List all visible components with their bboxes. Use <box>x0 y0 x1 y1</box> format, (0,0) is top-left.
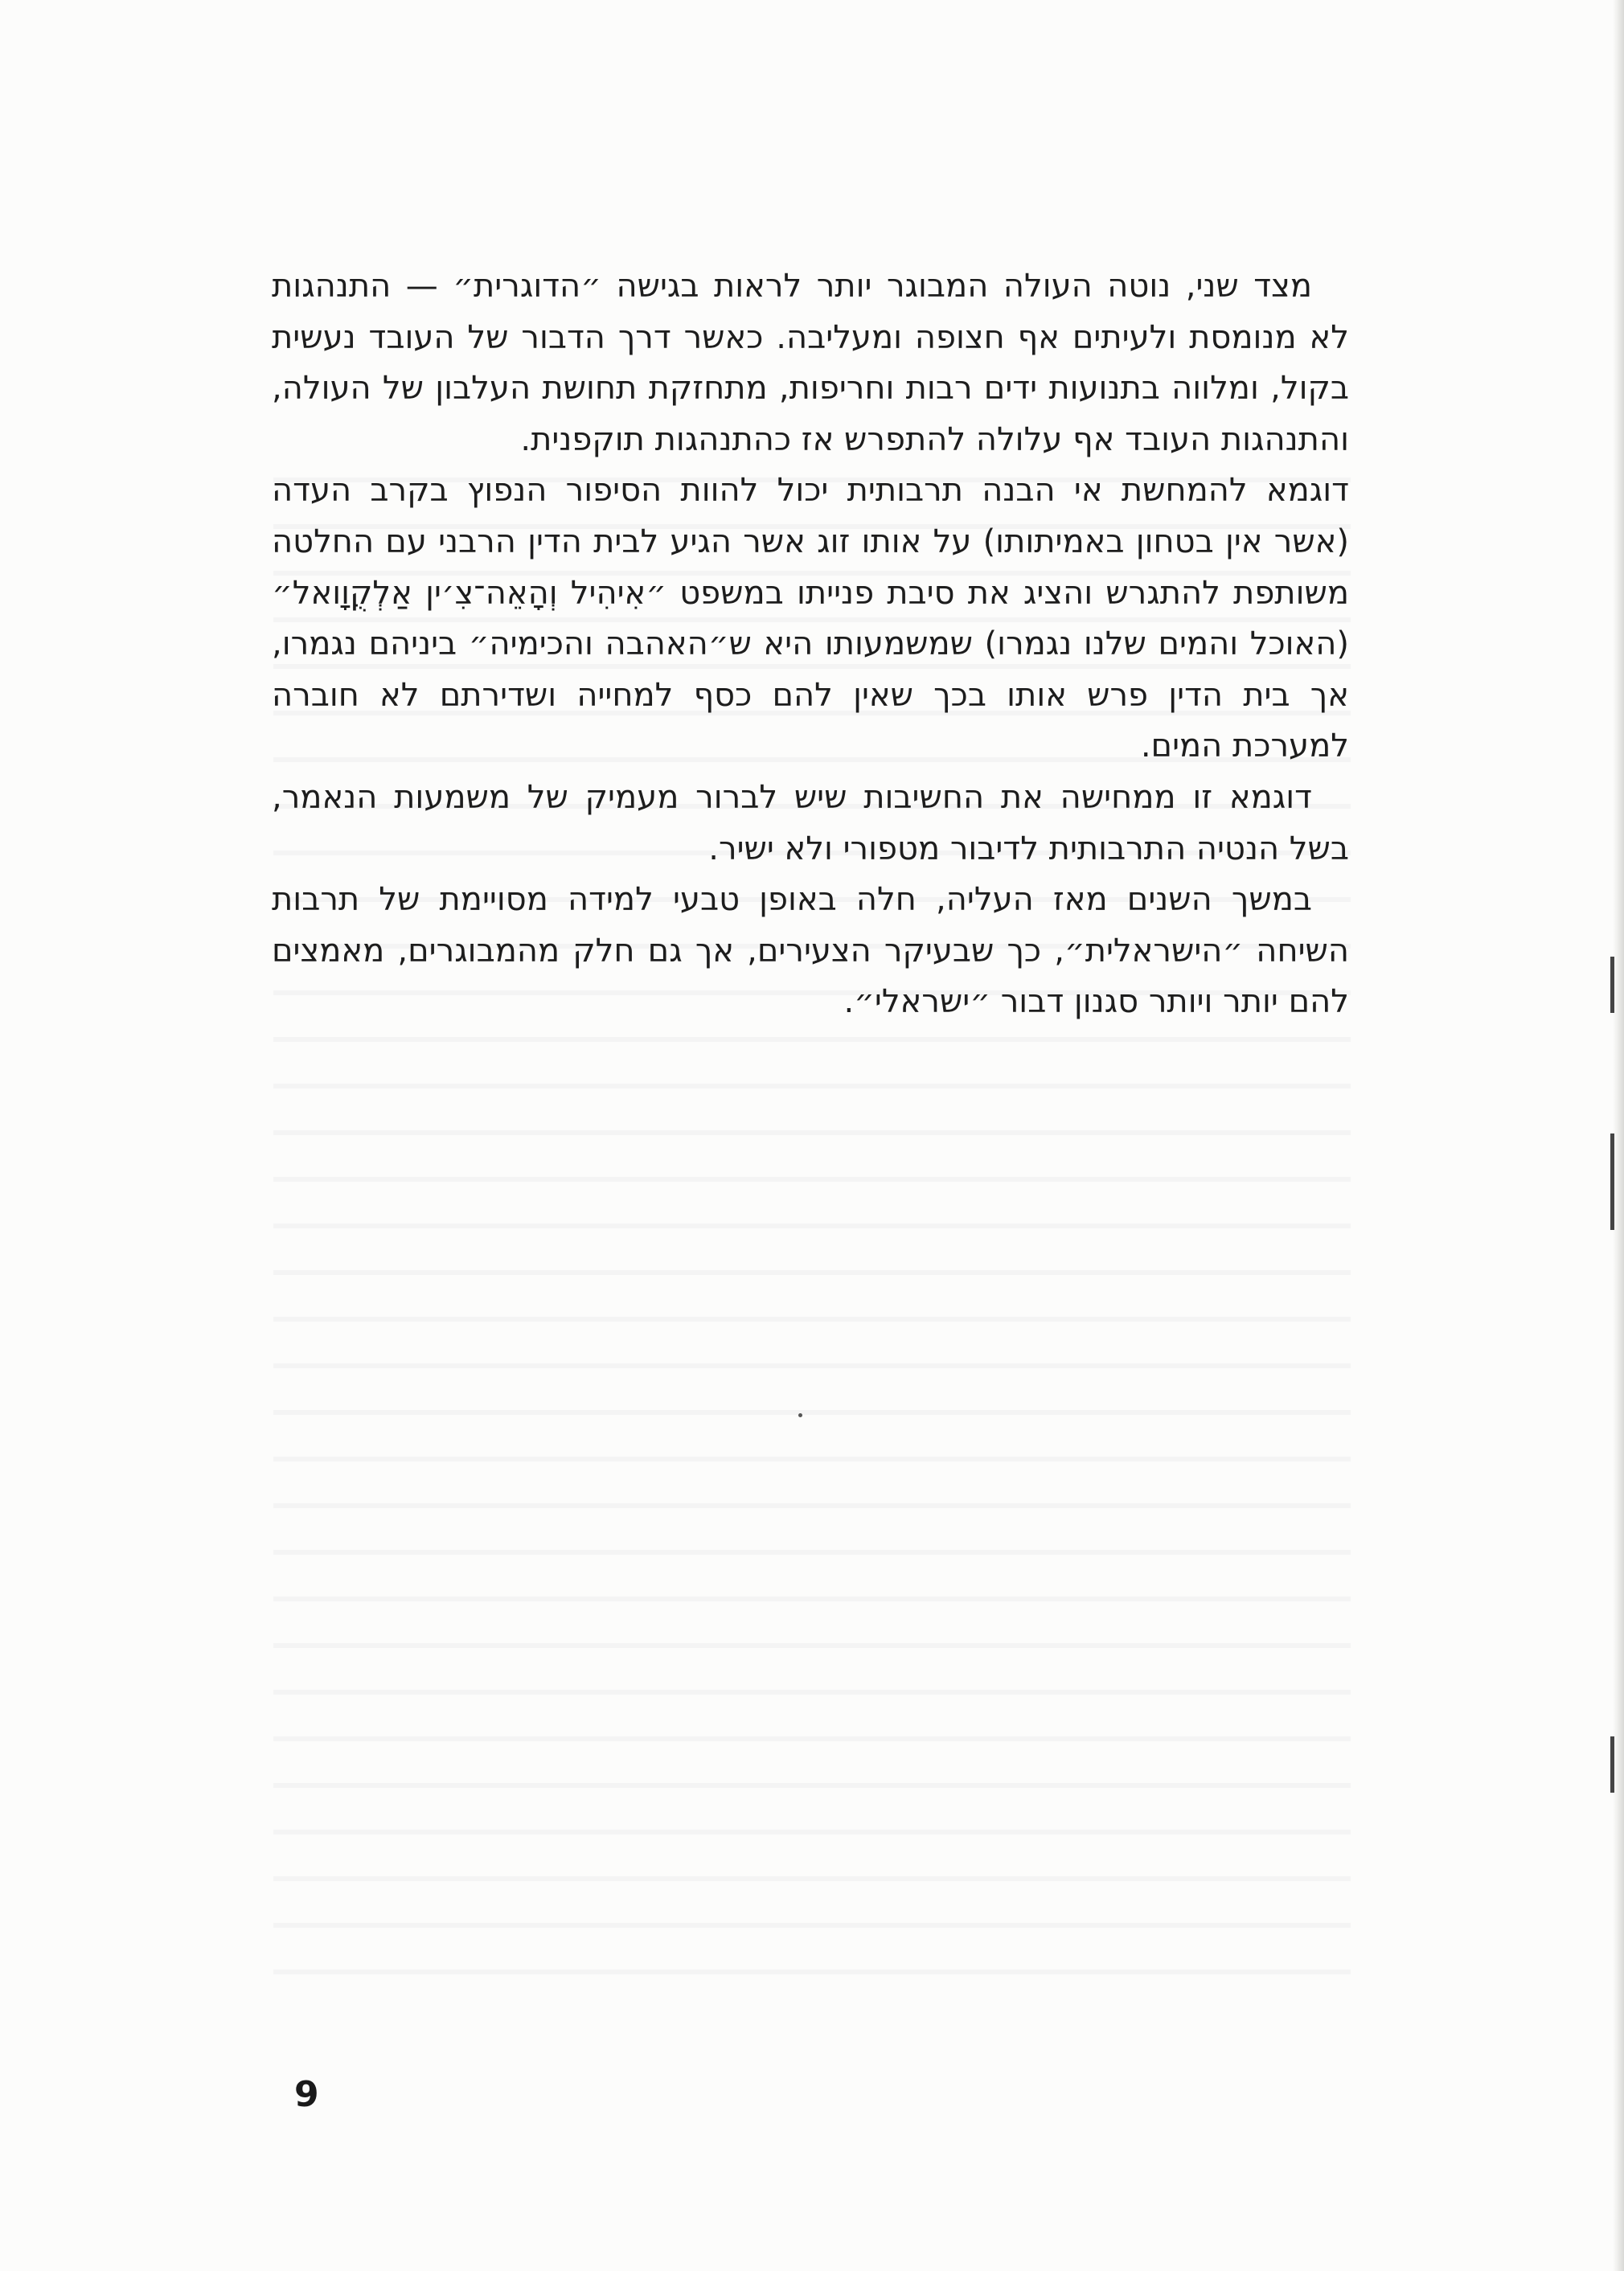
speck <box>798 1413 802 1417</box>
edge-mark <box>1610 957 1614 1013</box>
paragraph-4: במשך השנים מאז העליה, חלה באופן טבעי למידה מסויימת של תרבות השיחה ״הישראלית״, כך שבעיקר הצעירים, אך גם חלק מהמבוגרים, מאמצים להם יותר ויותר סגנון דבור ״ישראלי״. <box>272 881 1349 1021</box>
paragraph-1: מצד שני, נוטה העולה המבוגר יותר לראות בגישה ״הדוגרית״ — התנהגות לא מנומסת ולעיתים אף חצופה ומעליבה. כאשר דרך הדבור של העובד נעשית בקול, ומלווה בתנועות ידים רבות וחריפות, מתחזקת תחושת העלבון של העולה, והתנהגות העובד אף עלולה להתפרש אז כהתנהגות תוקפנית. <box>272 268 1349 458</box>
paragraph-3: דוגמא זו ממחישה את החשיבות שיש לברור מעמיק של משמעות הנאמר, בשל הנטיה התרבותית לדיבור מטפורי ולא ישיר. <box>272 778 1349 867</box>
paragraph-2: דוגמא להמחשת אי הבנה תרבותית יכול להוות הסיפור הנפוץ בקרב העדה (אשר אין בטחון באמיתותו) על אותו זוג אשר הגיע לבית הדין הרבני עם החלטה משותפת להתגרש והציג את סיבת פנייתו במשפט ״אִיהִיל וְהָאֵה־צִ׳ין אַלְקֻוָואל״ (האוכל והמים שלנו נגמרו) שמשמעותו היא ש״האהבה והכימיה״ ביניהם נגמרו, אך בית הדין פרש אותו בכך שאין להם כסף למחייה ושדירתם לא חוברה למערכת המים. <box>272 472 1349 765</box>
page-number: 9 <box>294 2074 319 2115</box>
page-edge-shadow <box>1613 0 1624 2271</box>
edge-mark <box>1610 1736 1614 1793</box>
body-text <box>272 261 1349 1028</box>
edge-mark <box>1610 1133 1614 1230</box>
